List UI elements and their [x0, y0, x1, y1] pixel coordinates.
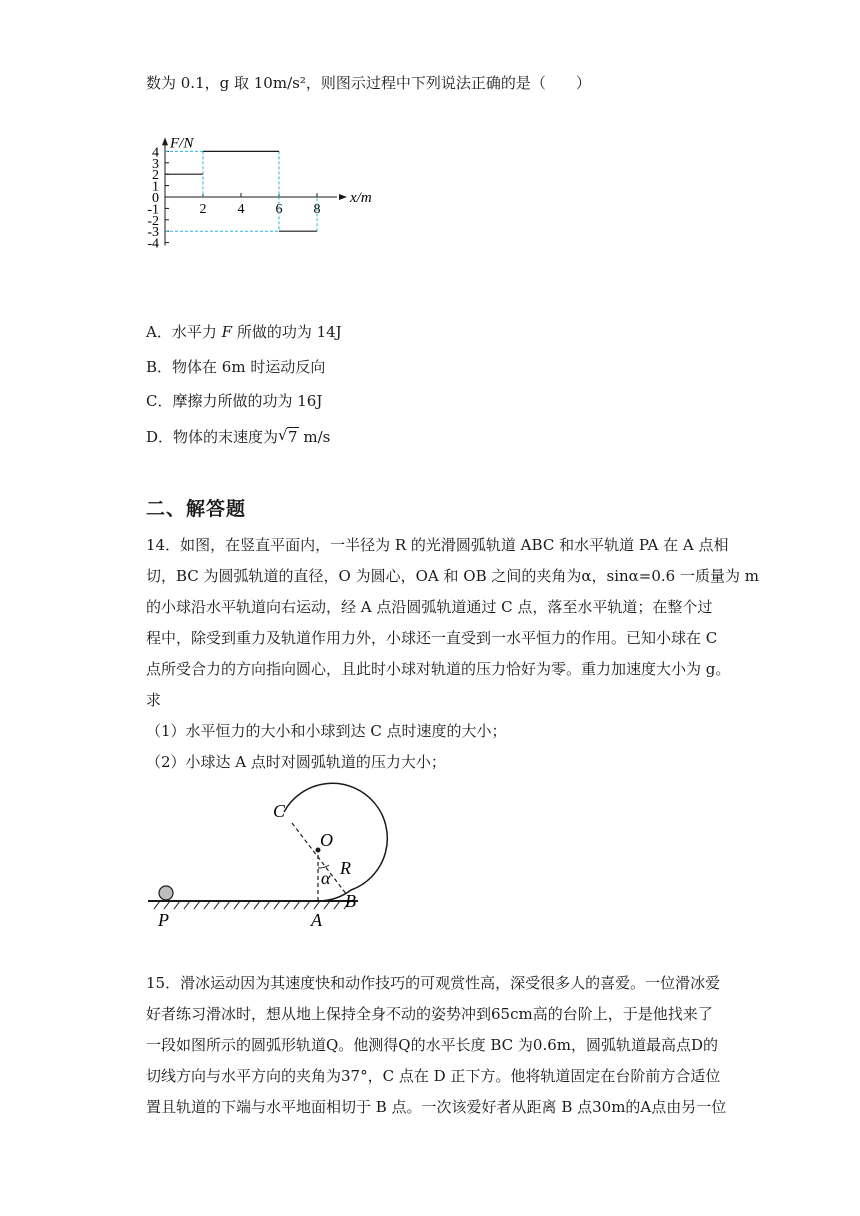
q15-line: 切线方向与水平方向的夹角为37°，C 点在 D 正下方。他将轨道固定在台阶前方合适位 — [146, 1067, 721, 1085]
y-tick-label: 3 — [152, 156, 159, 172]
label-a: A — [311, 910, 322, 930]
ball-icon — [159, 886, 173, 900]
q14-line: 的小球沿水平轨道向右运动，经 A 点沿圆弧轨道通过 C 点，落至水平轨道；在整个过 — [146, 598, 713, 616]
label-p: P — [158, 910, 169, 930]
label-c: C — [273, 801, 286, 821]
y-tick-label: 4 — [152, 145, 159, 161]
q14-line: 求 — [146, 691, 162, 709]
label-r: R — [340, 858, 351, 878]
q14-line: 点所受合力的方向指向圆心，且此时小球对轨道的压力恰好为零。重力加速度大小为 g。 — [146, 660, 731, 678]
y-tick-label: 2 — [152, 168, 159, 184]
option-a[interactable]: A．水平力 F 所做的功为 14J — [146, 323, 342, 341]
q15-line: 15．滑冰运动因为其速度快和动作技巧的可观赏性高，深受很多人的喜爱。一位滑冰爱 — [146, 974, 721, 992]
q14-line: （1）水平恒力的大小和小球到达 C 点时速度的大小； — [146, 722, 507, 740]
y-tick-label: -2 — [147, 213, 159, 229]
option-d[interactable]: D．物体的末速度为 √ 7 m/s — [146, 426, 331, 446]
y-axis-label: F/N — [170, 135, 194, 152]
force-displacement-chart — [140, 102, 390, 282]
x-tick-label: 4 — [237, 202, 245, 217]
q15-line: 置且轨道的下端与水平地面相切于 B 点。一次该爱好者从距离 B 点30m的A点由另一位 — [146, 1098, 727, 1116]
sqrt-symbol: √ 7 — [278, 426, 298, 446]
x-axis-label: x/m — [350, 190, 372, 206]
option-a-label: A． — [146, 323, 172, 341]
x-axis-arrow — [339, 194, 347, 200]
option-c-label: C． — [146, 392, 173, 410]
y-tick-label: 0 — [152, 191, 159, 206]
q14-line: 14．如图，在竖直平面内，一半径为 R 的光滑圆弧轨道 ABC 和水平轨道 PA 在 A 点相 — [146, 536, 729, 554]
label-alpha: α — [321, 868, 331, 888]
circular-track-figure — [140, 800, 390, 930]
y-tick-label: 1 — [152, 179, 159, 195]
q14-line: （2）小球达 A 点时对圆弧轨道的压力大小； — [146, 753, 446, 771]
option-c[interactable]: C．摩擦力所做的功为 16J — [146, 392, 323, 410]
q14-line: 切，BC 为圆弧轨道的直径，O 为圆心，OA 和 OB 之间的夹角为α，sinα=0.6 一质量为 m — [146, 567, 759, 585]
section-title: 二、解答题 — [146, 498, 247, 520]
y-tick-label: -4 — [147, 236, 159, 252]
option-b[interactable]: B．物体在 6m 时运动反向 — [146, 358, 326, 376]
question-13-stem-tail: 数为 0.1，g 取 10m/s²，则图示过程中下列说法正确的是（ ） — [146, 74, 591, 92]
y-tick-label: -3 — [147, 225, 159, 241]
y-axis-arrow — [162, 137, 168, 145]
x-tick-label: 6 — [275, 202, 283, 217]
option-b-label: B． — [146, 358, 173, 376]
label-b: B — [345, 891, 356, 911]
label-o: O — [320, 830, 333, 850]
option-d-label: D． — [146, 428, 174, 446]
q15-line: 好者练习滑冰时，想从地上保持全身不动的姿势冲到65cm高的台阶上，于是他找来了 — [146, 1005, 713, 1023]
x-tick-label: 2 — [199, 202, 207, 217]
x-tick-label: 8 — [313, 202, 321, 217]
q14-line: 程中，除受到重力及轨道作用力外，小球还一直受到一水平恒力的作用。已知小球在 C — [146, 629, 718, 647]
y-tick-label: -1 — [147, 202, 159, 218]
q15-line: 一段如图所示的圆弧形轨道Q。他测得Q的水平长度 BC 为0.6m，圆弧轨道最高点D的 — [146, 1036, 719, 1054]
